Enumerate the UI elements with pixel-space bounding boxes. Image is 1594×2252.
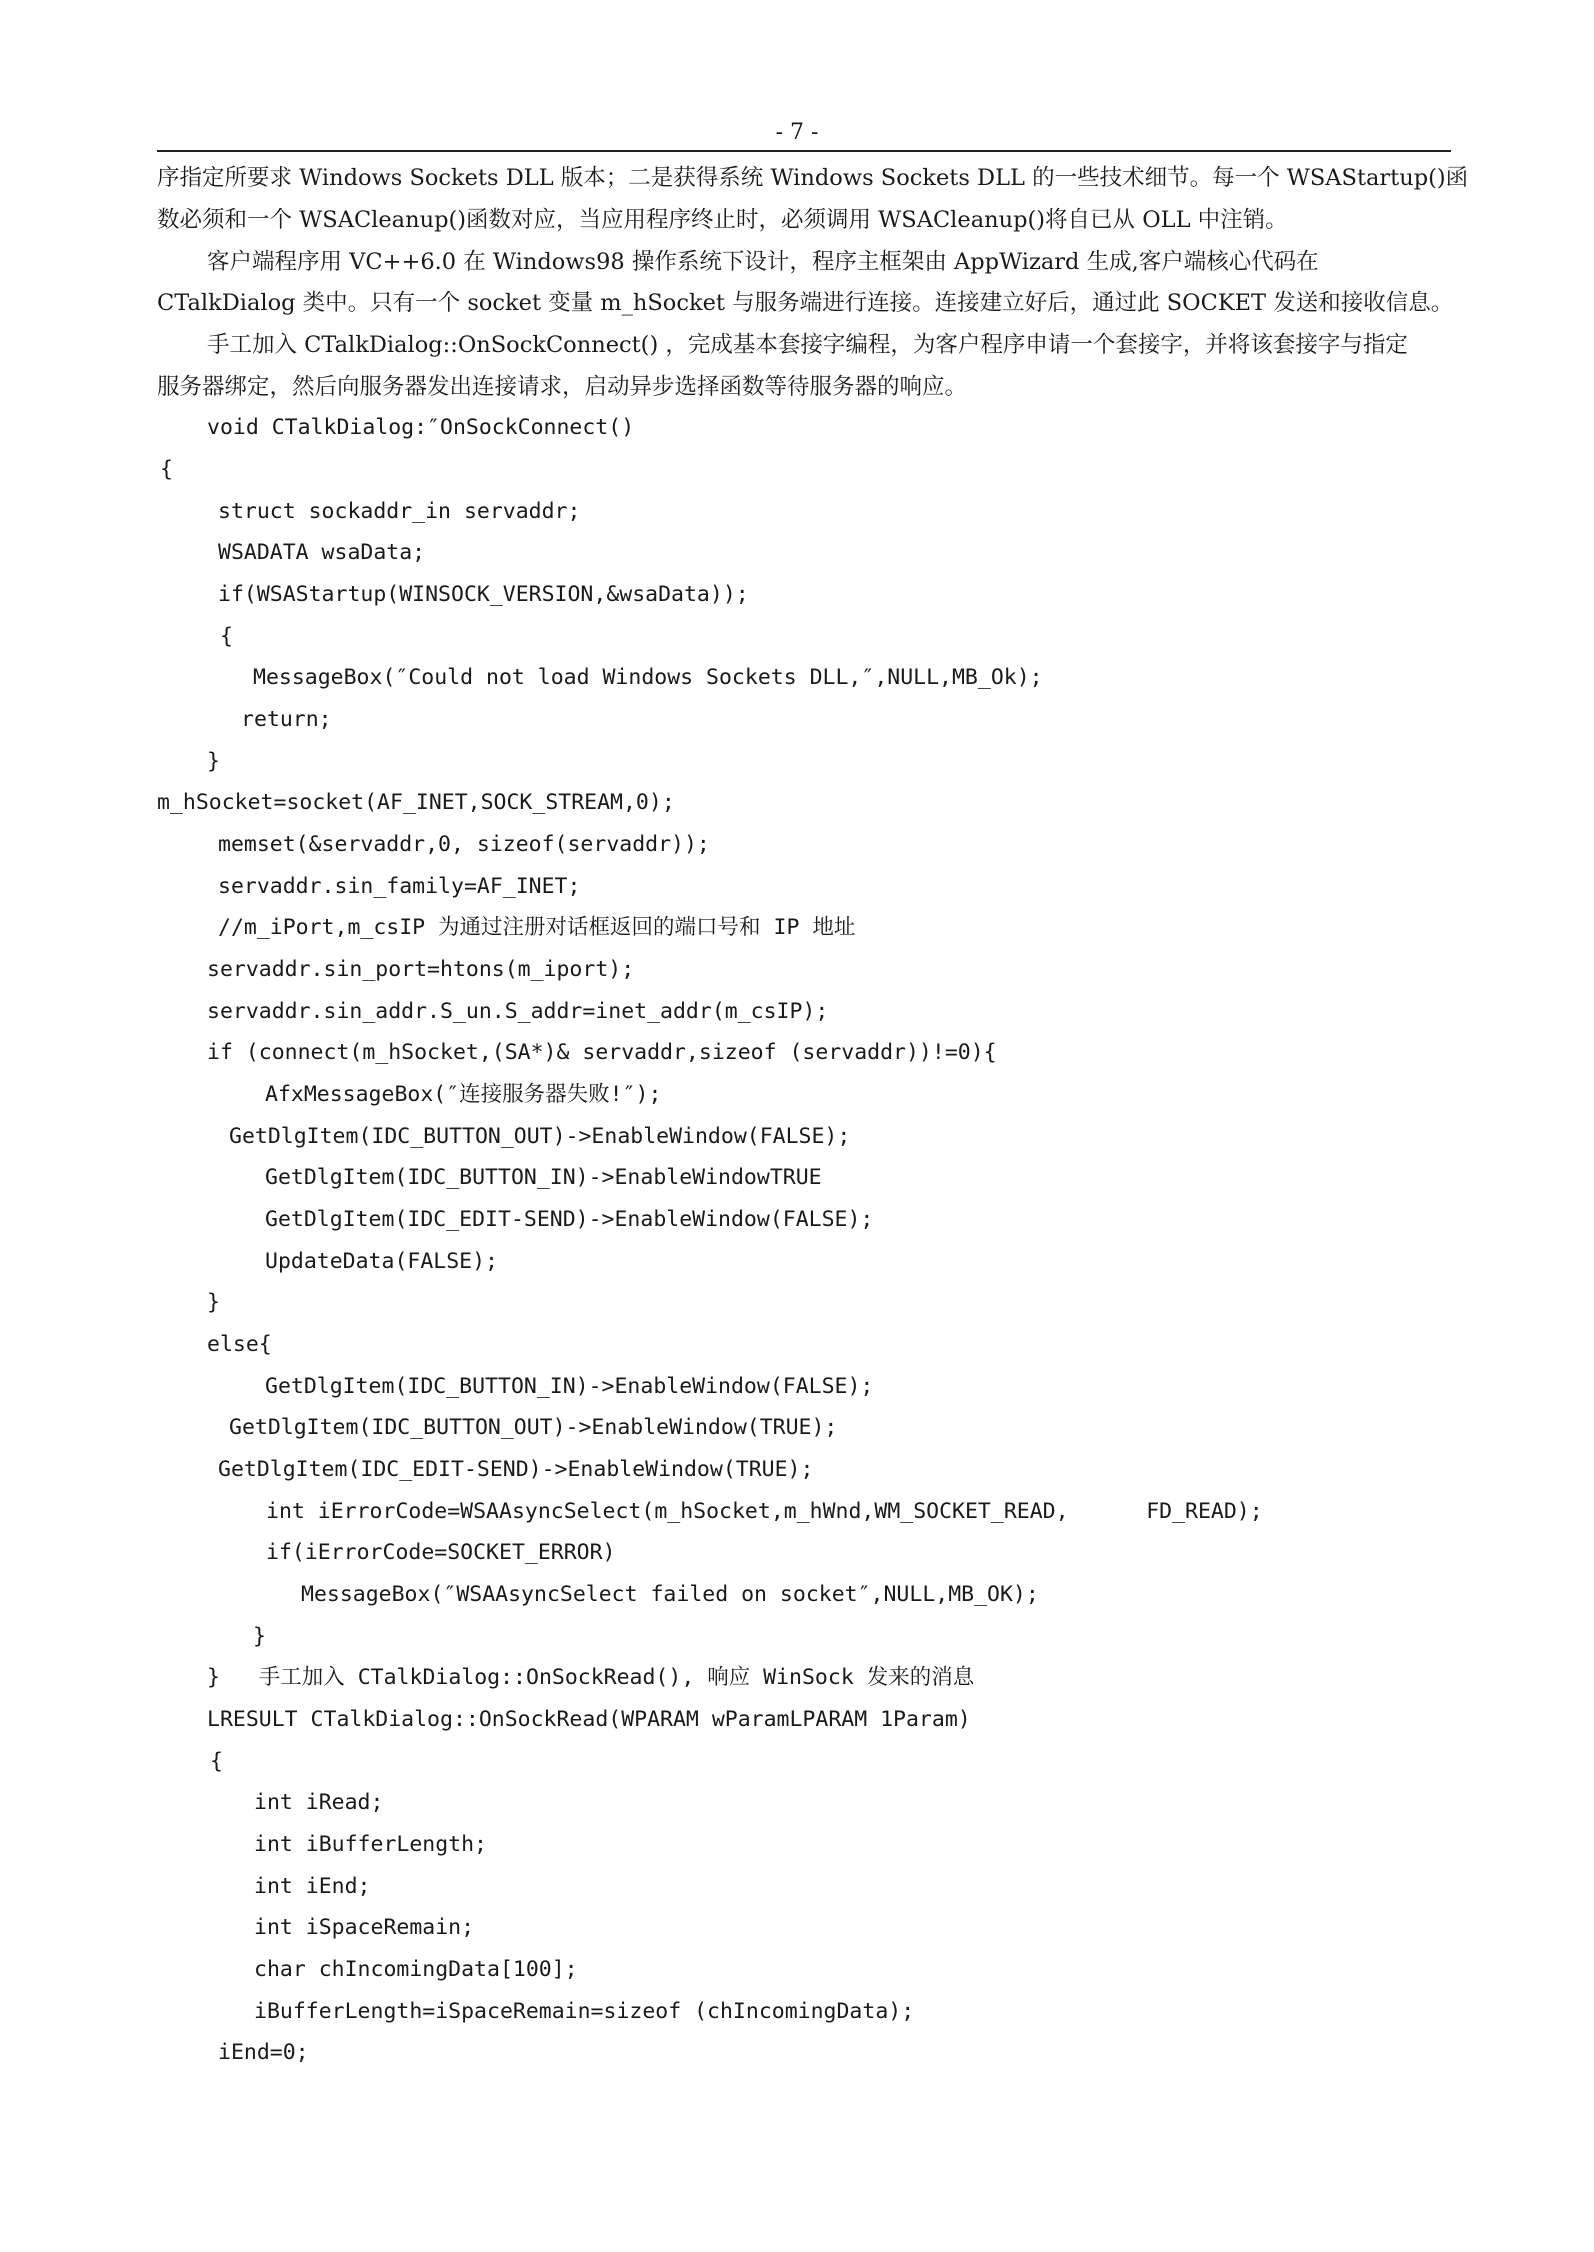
code-line: int iErrorCode=WSAAsyncSelect(m_hSocket,m_hWnd,WM_SOCKET_READ, FD_READ); <box>266 1499 1263 1524</box>
code-line: servaddr.sin_family=AF_INET; <box>218 874 581 899</box>
page-number: - 7 - <box>775 120 819 145</box>
code-line: } <box>207 1290 220 1315</box>
code-line: } 手工加入 CTalkDialog::OnSockRead(), 响应 WinSock 发来的消息 <box>207 1665 975 1690</box>
code-line: iBufferLength=iSpaceRemain=sizeof (chIncomingData); <box>254 1999 915 2024</box>
code-line: //m_iPort,m_csIP 为通过注册对话框返回的端口号和 IP 地址 <box>218 915 856 940</box>
header-rule <box>157 150 1451 152</box>
code-line: GetDlgItem(IDC_BUTTON_OUT)->EnableWindow(TRUE); <box>229 1415 838 1440</box>
code-line: if(iErrorCode=SOCKET_ERROR) <box>266 1540 616 1565</box>
code-line: { <box>220 624 233 649</box>
code-line: m_hSocket=socket(AF_INET,SOCK_STREAM,0); <box>157 790 675 815</box>
paragraph-line: 服务器绑定，然后向服务器发出连接请求，启动异步选择函数等待服务器的响应。 <box>157 374 968 400</box>
code-line: GetDlgItem(IDC_EDIT-SEND)->EnableWindow(TRUE); <box>218 1457 814 1482</box>
paragraph-line: 序指定所要求 Windows Sockets DLL 版本；二是获得系统 Windows Sockets DLL 的一些技术细节。每一个 WSAStartup()函 <box>157 165 1469 191</box>
code-line: int iRead; <box>254 1790 384 1815</box>
code-line: MessageBox(″WSAAsyncSelect failed on socket″,NULL,MB_OK); <box>301 1582 1039 1607</box>
code-line: GetDlgItem(IDC_BUTTON_OUT)->EnableWindow(FALSE); <box>229 1124 851 1149</box>
code-line: UpdateData(FALSE); <box>265 1249 498 1274</box>
code-line: } <box>253 1624 266 1649</box>
code-line: GetDlgItem(IDC_EDIT-SEND)->EnableWindow(FALSE); <box>265 1207 874 1232</box>
paragraph-line: 客户端程序用 VC++6.0 在 Windows98 操作系统下设计，程序主框架由 AppWizard 生成,客户端核心代码在 <box>207 249 1319 275</box>
code-line: WSADATA wsaData; <box>218 540 426 565</box>
code-line: else{ <box>207 1332 272 1357</box>
code-line: memset(&servaddr,0, sizeof(servaddr)); <box>218 832 710 857</box>
code-line: int iSpaceRemain; <box>254 1915 475 1940</box>
code-line: char chIncomingData[100]; <box>254 1957 578 1982</box>
paragraph-line: 数必须和一个 WSACleanup()函数对应，当应用程序终止时，必须调用 WSACleanup()将自已从 OLL 中注销。 <box>157 207 1288 233</box>
code-line: GetDlgItem(IDC_BUTTON_IN)->EnableWindowTRUE <box>265 1165 822 1190</box>
code-line: struct sockaddr_in servaddr; <box>218 499 581 524</box>
code-line: if (connect(m_hSocket,(SA*)& servaddr,sizeof (servaddr))!=0){ <box>207 1040 997 1065</box>
code-line: MessageBox(″Could not load Windows Sockets DLL,″,NULL,MB_Ok); <box>253 665 1043 690</box>
code-line: { <box>210 1749 223 1774</box>
code-line: void CTalkDialog:″OnSockConnect() <box>207 415 635 440</box>
code-line: GetDlgItem(IDC_BUTTON_IN)->EnableWindow(FALSE); <box>265 1374 874 1399</box>
code-line: int iBufferLength; <box>254 1832 487 1857</box>
code-line: servaddr.sin_addr.S_un.S_addr=inet_addr(m_csIP); <box>207 999 829 1024</box>
code-line: iEnd=0; <box>218 2040 309 2065</box>
code-line: } <box>207 749 220 774</box>
code-line: LRESULT CTalkDialog::OnSockRead(WPARAM wParamLPARAM 1Param) <box>207 1707 971 1732</box>
paragraph-line: 手工加入 CTalkDialog::OnSockConnect() ，完成基本套接字编程，为客户程序申请一个套接字，并将该套接字与指定 <box>207 332 1408 358</box>
code-line: return; <box>241 707 332 732</box>
code-line: AfxMessageBox(″连接服务器失败!″); <box>265 1082 662 1107</box>
code-line: servaddr.sin_port=htons(m_iport); <box>207 957 635 982</box>
paragraph-line: CTalkDialog 类中。只有一个 socket 变量 m_hSocket 与服务端进行连接。连接建立好后，通过此 SOCKET 发送和接收信息。 <box>157 290 1454 316</box>
code-line: { <box>160 457 173 482</box>
code-line: if(WSAStartup(WINSOCK_VERSION,&wsaData)); <box>218 582 749 607</box>
code-line: int iEnd; <box>254 1874 371 1899</box>
